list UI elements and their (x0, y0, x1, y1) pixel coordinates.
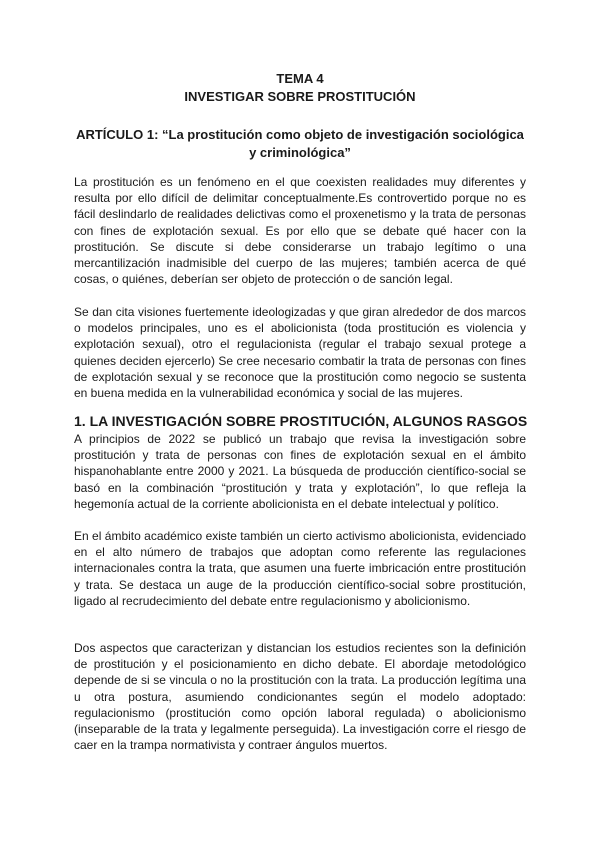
intro-paragraph-1: La prostitución es un fenómeno en el que coexisten realidades muy diferentes y resulta por ello difícil de delimitar conceptualmente.Es controvertido porque no es fácil deslindarlo de realidades delictivas como el proxenetismo y la trata de personas con fines de explotación sexual. Es por ello que se debate qué hacer con la prostitución. Se discute si debe considerarse un trabajo legítimo o una mercantilización inadmisible del cuerpo de las mujeres; también acerca de qué cosas, o quiénes, deberían ser objeto de protección o de sanción legal. (74, 175, 526, 287)
article-heading: ARTÍCULO 1: “La prostitución como objeto de investigación sociológica y criminológica” (76, 127, 524, 160)
section-paragraph-1: A principios de 2022 se publicó un trabajo que revisa la investigación sobre prostitución y trata de personas con fines de explotación sexual en el ámbito hispanohablante entre 2000 y 2021. La búsqueda de producción científico-social se basó en la combinación “prostitución y trata y explotación”, lo que refleja la hegemonía actual de la corriente abolicionista en el debate intelectual y político. (74, 432, 526, 511)
section-paragraph-2: En el ámbito académico existe también un cierto activismo abolicionista, evidenciado en el alto número de trabajos que adoptan como referente las regulaciones internacionales contra la trata, que asumen una fuerte imbricación entre prostitución y trata. Se destaca un auge de la producción científico-social sobre prostitución, ligado al recrudecimiento del debate entre regulacionismo y abolicionismo. (74, 529, 526, 608)
topic-number: TEMA 4 (276, 71, 324, 86)
section-paragraph-3: Dos aspectos que caracterizan y distancian los estudios recientes son la definición de prostitución y el posicionamiento en dicho debate. El abordaje metodológico depende de si se vincula o no la prostitución con la trata. La producción legítima una u otra postura, asumiendo condicionantes según el modelo adoptado: regulacionismo (prostitución como opción laboral regulada) o abolicionismo (inseparable de la trata y legalmente perseguida). La investigación corre el riesgo de caer en la trampa normativista y contraer ángulos muertos. (74, 641, 526, 753)
intro-paragraph-2: Se dan cita visiones fuertemente ideologizadas y que giran alrededor de dos marcos o modelos principales, uno es el abolicionista (toda prostitución es violencia y explotación sexual), otro el regulacionista (regular el trabajo sexual protege a quienes deciden ejercerlo) Se cree necesario combatir la trata de personas con fines de explotación sexual y se reconoce que la prostitución como negocio se sustenta en buena medida en la vulnerabilidad económica y social de las mujeres. (74, 305, 526, 401)
topic-title: INVESTIGAR SOBRE PROSTITUCIÓN (184, 89, 416, 104)
section-heading: 1. LA INVESTIGACIÓN SOBRE PROSTITUCIÓN, ALGUNOS RASGOS (74, 413, 528, 429)
